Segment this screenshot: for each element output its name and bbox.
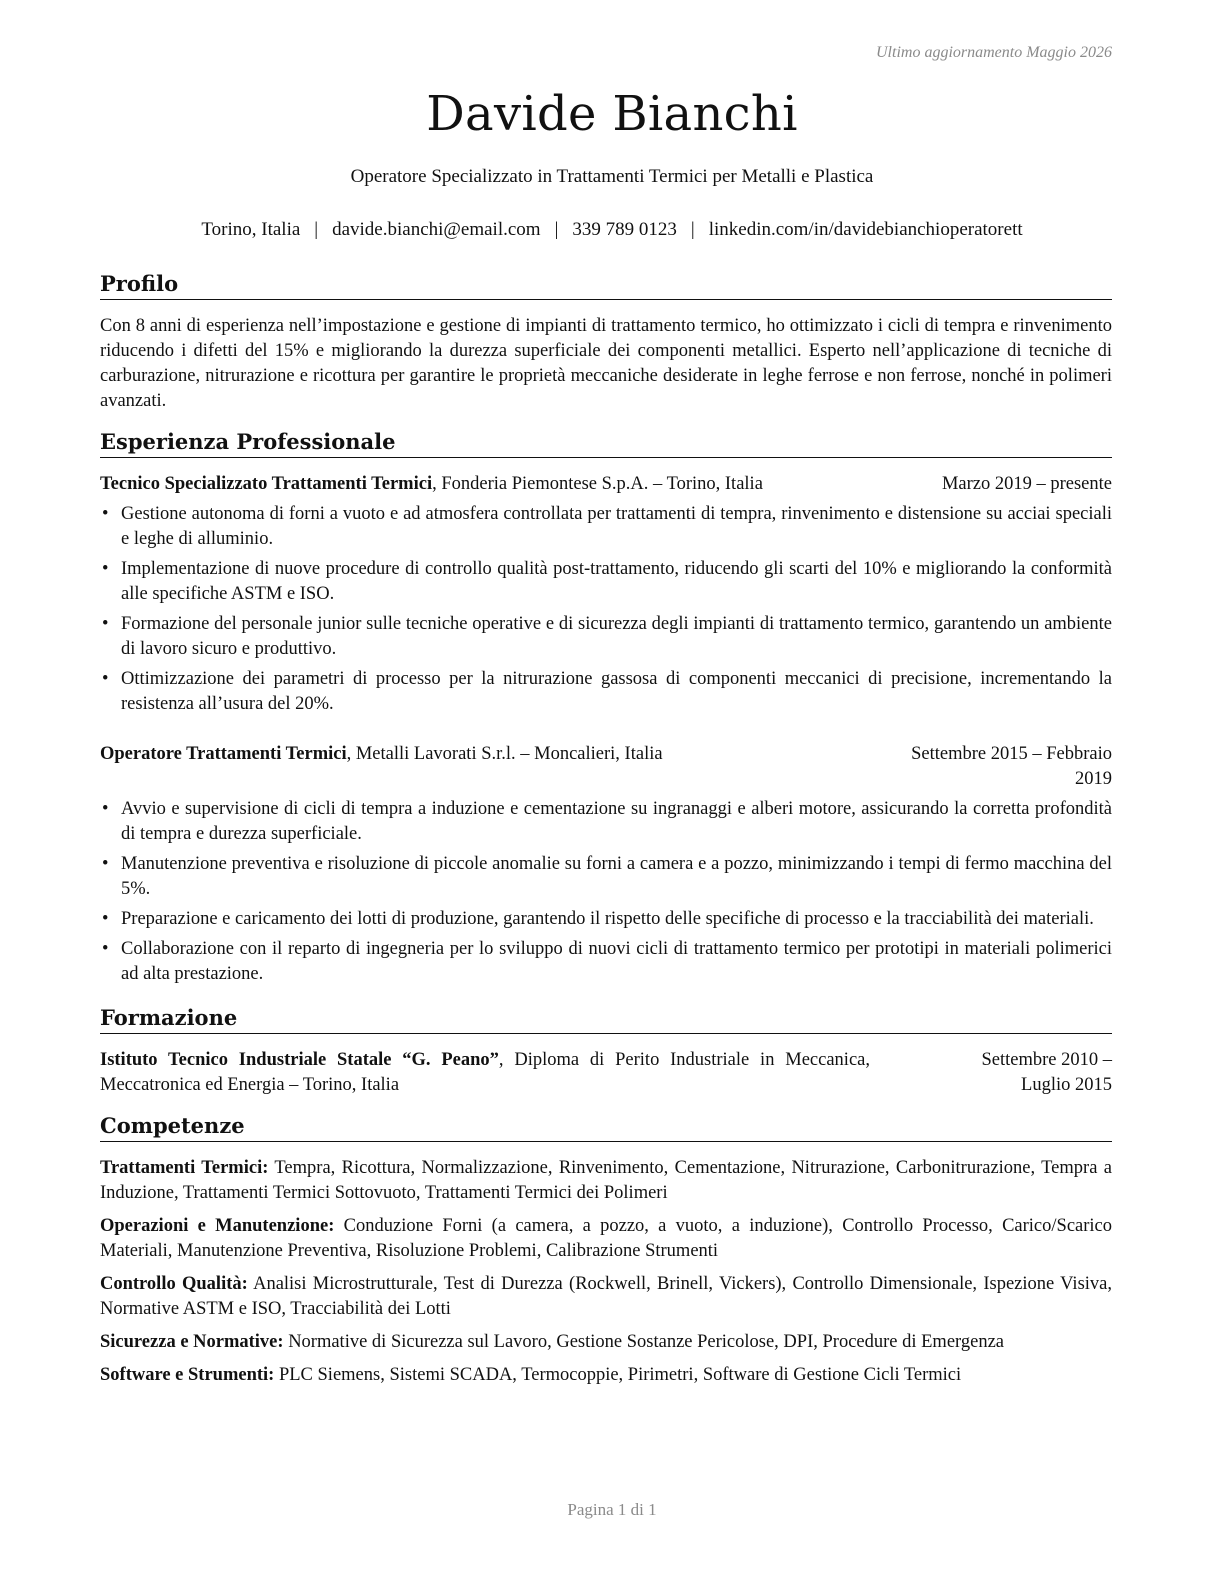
job-dates: Settembre 2015 – Febbraio 2019	[911, 744, 1112, 789]
job-title-line	[100, 742, 872, 767]
candidate-name: Davide Bianchi	[426, 86, 798, 142]
job-role: Operatore Trattamenti Termici	[100, 744, 347, 764]
skill-row	[100, 1214, 1112, 1264]
bullet-text: Collaborazione con il reparto di ingegneria per lo sviluppo di nuovi cicli di trattamento termico per prototipi in materiali polimerici ad alta prestazione.	[121, 939, 1112, 984]
bullet-text: Manutenzione preventiva e risoluzione di piccole anomalie su forni a camera e a pozzo, minimizzando i tempi di fermo macchina del 5%.	[121, 854, 1112, 899]
bullet-icon: •	[102, 614, 109, 634]
job-subtitle: Operatore Specializzato in Trattamenti Termici per Metalli e Plastica	[350, 166, 874, 187]
education-detail	[100, 1048, 870, 1098]
job-bullets	[100, 502, 1112, 717]
bullet-text: Formazione del personale junior sulle tecniche operative e di sicurezza degli impianti di trattamento termico, garantendo un ambiente di lavoro sicuro e produttivo.	[121, 614, 1112, 659]
job-title-line	[100, 472, 942, 497]
page-number: Pagina 1 di 1	[567, 1500, 657, 1519]
bullet-icon: •	[102, 504, 109, 524]
section-title-skills: Competenze	[100, 1112, 1112, 1142]
education-degree: , Diploma di Perito Industriale in Meccanica, Meccatronica ed Energia – Torino, Italia	[100, 1050, 870, 1095]
skill-label: Controllo Qualità:	[100, 1274, 248, 1294]
skill-row	[100, 1272, 1112, 1322]
skill-label: Software e Strumenti:	[100, 1365, 275, 1385]
skill-value: PLC Siemens, Sistemi SCADA, Termocoppie, Pirimetri, Software di Gestione Cicli Termici	[278, 1365, 962, 1385]
section-title-experience: Esperienza Professionale	[100, 428, 1112, 458]
list-item	[100, 612, 1112, 662]
contact-linkedin[interactable]: linkedin.com/in/davidebianchioperatorett	[708, 219, 1023, 240]
list-item	[100, 797, 1112, 847]
education-dates: Settembre 2010 – Luglio 2015	[981, 1050, 1112, 1095]
spacer	[100, 992, 1112, 1004]
bullet-icon: •	[102, 559, 109, 579]
skill-label: Trattamenti Termici:	[100, 1158, 269, 1178]
bullet-text: Preparazione e caricamento dei lotti di produzione, garantendo il rispetto delle specifiche di processo e la tracciabilità dei materiali.	[121, 909, 1094, 929]
contact-location: Torino, Italia	[201, 219, 301, 240]
bullet-text: Ottimizzazione dei parametri di processo per la nitrurazione gassosa di componenti meccanici di precisione, incrementando la resistenza all’usura del 20%.	[121, 669, 1112, 714]
list-item	[100, 557, 1112, 607]
list-item	[100, 907, 1112, 932]
skill-value: Normative di Sicurezza sul Lavoro, Gestione Sostanze Pericolose, DPI, Procedure di Emergenza	[288, 1332, 1004, 1352]
spacer	[100, 722, 1112, 742]
resume-content	[100, 270, 1112, 1396]
contact-line	[0, 219, 1224, 241]
contact-email[interactable]: davide.bianchi@email.com	[332, 219, 541, 240]
bullet-text: Gestione autonoma di forni a vuoto e ad atmosfera controllata per trattamenti di tempra, rinvenimento e distensione su acciai speciali e leghe di alluminio.	[121, 504, 1112, 549]
education-entry	[100, 1048, 1112, 1098]
section-title-profile: Profilo	[100, 270, 1112, 300]
job-company: , Metalli Lavorati S.r.l. – Moncalieri, Italia	[346, 744, 663, 764]
bullet-icon: •	[102, 669, 109, 689]
list-item	[100, 937, 1112, 987]
job-bullets	[100, 797, 1112, 987]
skill-label: Sicurezza e Normative:	[100, 1332, 284, 1352]
skill-row	[100, 1156, 1112, 1206]
bullet-icon: •	[102, 939, 109, 959]
last-updated: Ultimo aggiornamento Maggio 2026	[876, 44, 1112, 61]
skill-row	[100, 1330, 1112, 1355]
bullet-text: Avvio e supervisione di cicli di tempra a induzione e cementazione su ingranaggi e alberi motore, assicurando la corretta profondità di tempra e durezza superficiale.	[121, 799, 1112, 844]
education-school: Istituto Tecnico Industriale Statale “G. Peano”	[100, 1050, 499, 1070]
skill-value: Analisi Microstrutturale, Test di Durezza (Rockwell, Brinell, Vickers), Controllo Dimensionale, Ispezione Visiva, Normative ASTM e ISO, Tracciabilità dei Lotti	[100, 1274, 1113, 1319]
skill-value: Tempra, Ricottura, Normalizzazione, Rinvenimento, Cementazione, Nitrurazione, Carbonitrurazione, Tempra a Induzione, Trattamenti Termici Sottovuoto, Trattamenti Termici dei Polimeri	[100, 1158, 1112, 1203]
job-dates: Marzo 2019 – presente	[941, 474, 1112, 494]
job-role: Tecnico Specializzato Trattamenti Termici	[100, 474, 433, 494]
bullet-icon: •	[102, 799, 109, 819]
contact-separator: |	[554, 219, 559, 240]
contact-separator: |	[314, 219, 319, 240]
contact-phone[interactable]: 339 789 0123	[572, 219, 677, 240]
job-entry	[100, 472, 1112, 717]
list-item	[100, 502, 1112, 552]
section-title-education: Formazione	[100, 1004, 1112, 1034]
bullet-text: Implementazione di nuove procedure di controllo qualità post-trattamento, riducendo gli scarti del 10% e migliorando la conformità alle specifiche ASTM e ISO.	[121, 559, 1112, 604]
job-entry	[100, 742, 1112, 987]
list-item	[100, 852, 1112, 902]
skill-row	[100, 1363, 1112, 1388]
skill-value: Conduzione Forni (a camera, a pozzo, a vuoto, a induzione), Controllo Processo, Carico/Scarico Materiali, Manutenzione Preventiva, Risoluzione Problemi, Calibrazione Strumenti	[100, 1216, 1112, 1261]
bullet-icon: •	[102, 854, 109, 874]
job-header	[100, 742, 1112, 792]
list-item	[100, 667, 1112, 717]
profile-text: Con 8 anni di esperienza nell’impostazione e gestione di impianti di trattamento termico, ho ottimizzato i cicli di tempra e rinvenimento riducendo i difetti del 15% e migliorando la durezza superficiale dei componenti metallici. Esperto nell’applicazione di tecniche di carburazione, nitrurazione e ricottura per garantire le proprietà meccaniche desiderate in leghe ferrose e non ferrose, nonché in polimeri avanzati.	[100, 316, 1112, 411]
contact-separator: |	[690, 219, 695, 240]
skill-label: Operazioni e Manutenzione:	[100, 1216, 335, 1236]
job-header	[100, 472, 1112, 497]
job-company: , Fonderia Piemontese S.p.A. – Torino, Italia	[432, 474, 763, 494]
bullet-icon: •	[102, 909, 109, 929]
